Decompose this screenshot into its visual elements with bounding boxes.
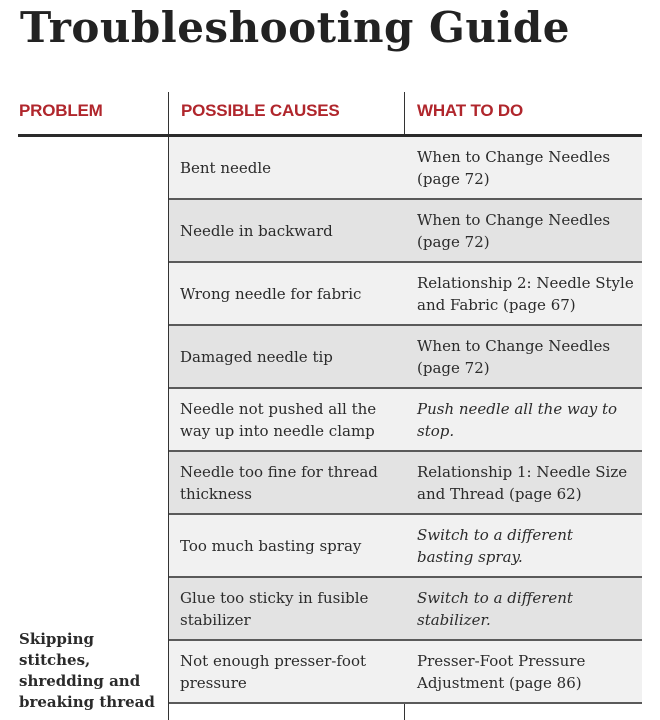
todo-cell: Relationship 2: Needle Style and Fabric (page 67) (417, 273, 634, 314)
table-row (169, 137, 642, 200)
cause-cell: Bent needle (180, 158, 272, 177)
cause-cell: Too much basting spray (180, 536, 362, 555)
cause-cell: Glue too sticky in fusible stabilizer (180, 588, 369, 629)
table-row (169, 452, 642, 515)
cause-cell: Damaged needle tip (180, 347, 333, 366)
cause-cell: Needle too fine for thread thickness (180, 462, 378, 503)
todo-cell: When to Change Needles (page 72) (417, 147, 611, 188)
table-row (169, 641, 642, 704)
cause-cell: Needle not pushed all the way up into needle clamp (180, 399, 377, 440)
table-row (169, 389, 642, 452)
problem-label: Skipping stitches, shredding and breaking thread (19, 630, 155, 711)
column-header-possible-causes: POSSIBLE CAUSES (181, 101, 340, 120)
table-row (169, 326, 642, 389)
page-title: Troubleshooting Guide (20, 3, 570, 52)
todo-cell: Relationship 1: Needle Size and Thread (page 62) (417, 462, 628, 503)
table-row (169, 578, 642, 641)
cause-cell: Needle in backward (180, 221, 333, 240)
cause-cell: Wrong needle for fabric (180, 284, 362, 303)
column-header-problem: PROBLEM (19, 101, 103, 120)
table-row (169, 200, 642, 263)
troubleshooting-table (169, 137, 642, 704)
todo-cell: Switch to a different stabilizer. (417, 588, 573, 629)
todo-cell: Switch to a different basting spray. (417, 525, 573, 566)
table-row (169, 263, 642, 326)
table-row (169, 515, 642, 578)
todo-cell: Presser-Foot Pressure Adjustment (page 86) (417, 651, 586, 692)
todo-cell: Push needle all the way to stop. (417, 399, 618, 440)
column-header-what-to-do: WHAT TO DO (417, 101, 523, 120)
todo-cell: When to Change Needles (page 72) (417, 210, 611, 251)
cause-cell: Not enough presser-foot pressure (180, 651, 367, 692)
todo-cell: When to Change Needles (page 72) (417, 336, 611, 377)
